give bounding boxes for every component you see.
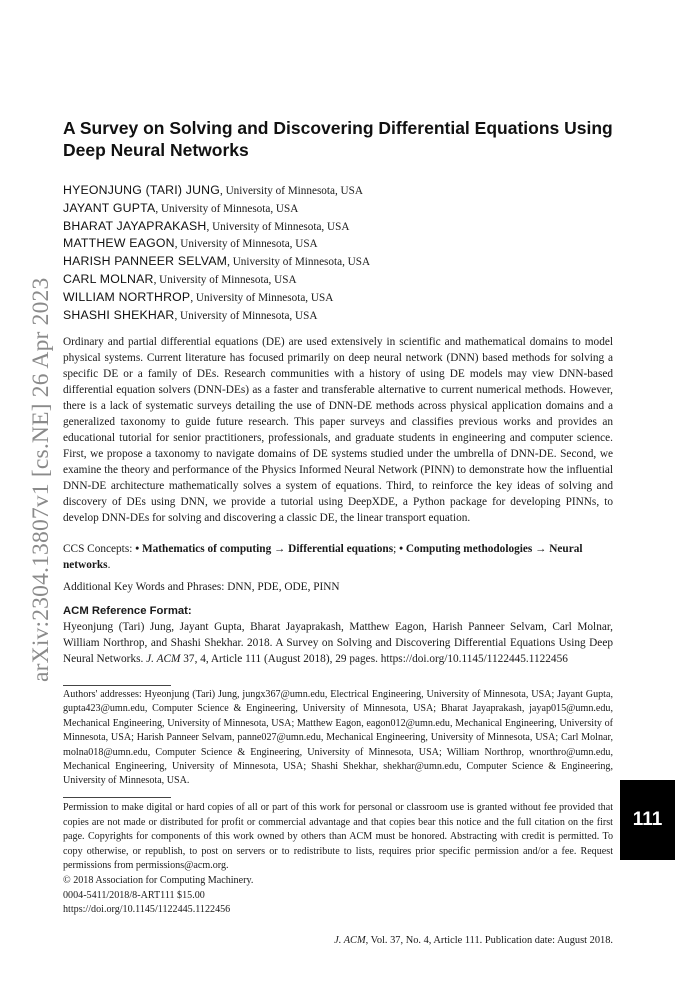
permission-notice: Permission to make digital or hard copies of all or part of this work for personal or classroom use is granted without fee provided that copies are not made or distributed for profit or commercial advantage and that copies bear this notice and the full citation on the first page. Copyrights for components of this work owned by others than ACM must be honored. Abstracting with credit is permitted. To copy otherwise, or republish, to post on servers or to redistribute to lists, requires prior specific permission and/or a fee. Request permissions from permissions@acm.org. — [63, 802, 613, 872]
author-entry — [63, 218, 623, 236]
acm-reference-text: Hyeonjung (Tari) Jung, Jayant Gupta, Bharat Jayaprakash, Matthew Eagon, Harish Panneer Selvam, Carl Molnar, William Northrop, and Shashi Shekhar. 2018. A Survey on Solving and Discovering Differential Equations Using Deep Neural Networks. — [63, 621, 613, 665]
author-entry — [63, 182, 623, 200]
author-affiliation: , University of Minnesota, USA — [227, 256, 371, 269]
permission-block — [63, 801, 613, 918]
acm-reference — [63, 603, 613, 667]
ccs-prefix: CCS Concepts: — [63, 543, 136, 555]
ccs-suffix: . — [107, 559, 111, 571]
issn-line: 0004-5411/2018/8-ART111 $15.00 — [63, 889, 205, 901]
author-name: MATTHEW EAGON — [63, 236, 175, 251]
author-name: JAYANT GUPTA — [63, 200, 156, 215]
footer-journal: J. ACM — [334, 935, 366, 946]
ccs-concept: • Computing methodologies → Neural networks — [63, 543, 583, 571]
author-name: BHARAT JAYAPRAKASH — [63, 218, 207, 233]
author-entry — [63, 235, 623, 253]
author-affiliation: , University of Minnesota, USA — [220, 185, 363, 197]
author-list — [63, 182, 623, 324]
author-entry — [63, 200, 623, 218]
footer-details: , Vol. 37, No. 4, Article 111. Publication date: August 2018. — [365, 935, 613, 946]
author-entry — [63, 307, 623, 325]
keywords: Additional Key Words and Phrases: DNN, PDE, ODE, PINN — [63, 581, 340, 593]
author-name: CARL MOLNAR — [63, 271, 154, 286]
author-name: HARISH PANNEER SELVAM — [63, 254, 228, 269]
author-affiliation: , University of Minnesota, USA — [155, 202, 299, 215]
permission-rule — [63, 797, 171, 798]
paper-title: A Survey on Solving and Discovering Differential Equations Using Deep Neural Networks — [63, 118, 613, 160]
author-name: SHASHI SHEKHAR — [63, 307, 175, 322]
author-affiliation: , University of Minnesota, USA — [190, 291, 334, 304]
author-name: WILLIAM NORTHROP — [63, 289, 191, 304]
acm-reference-heading: ACM Reference Format: — [63, 605, 192, 617]
page-number: 111 — [632, 809, 663, 830]
author-affiliation: , University of Minnesota, USA — [174, 238, 318, 251]
author-entry — [63, 271, 623, 289]
page-number-tab — [620, 780, 675, 860]
acm-reference-text-after: 37, 4, Article 111 (August 2018), 29 pages. https://doi.org/10.1145/1122445.1122456 — [180, 653, 568, 665]
author-entry — [63, 253, 623, 271]
author-affiliation: , University of Minnesota, USA — [174, 309, 318, 322]
author-affiliation: , University of Minnesota, USA — [153, 273, 297, 286]
abstract: Ordinary and partial differential equations (DE) are used extensively in scientific and mathematical domains to model physical systems. Current literature has focused primarily on deep neural network (DNN) based methods for solving a specific DE or a family of DEs. Research communities with a history of using DE models may view DNN-based differential equation solvers (DNN-DEs) as a faster and transferable alternative to current numerical methods. However, there is a lack of systematic surveys detailing the use of DNN-DE methods across physical application domains and a generalized taxonomy to guide future research. This paper surveys and classifies previous works and provides an educational tutorial for senior practitioners, professionals, and graduate students in engineering and computer science. First, we propose a taxonomy to navigate domains of DE systems studied under the umbrella of DNN-DE. Second, we examine the theory and performance of the Physics Informed Neural Network (PINN) to demonstrate how the influential DNN-DE architecture mathematically solves a system of equations. Third, to reinforce the key ideas of solving and discovery of DEs using DNN, we provide a tutorial using DeepXDE, a Python package for developing PINNs, to develop DNN-DEs for solving and discovering a classic DE, the linear transport equation. — [63, 336, 613, 524]
running-footer — [334, 935, 613, 946]
doi-line: https://doi.org/10.1145/1122445.1122456 — [63, 904, 231, 916]
ccs-concepts — [63, 541, 613, 573]
ccs-separator: ; — [393, 543, 400, 555]
author-entry — [63, 289, 623, 307]
author-name: HYEONJUNG (TARI) JUNG — [63, 183, 220, 197]
footnote-rule — [63, 685, 171, 686]
author-addresses: Authors' addresses: Hyeonjung (Tari) Jung, jungx367@umn.edu, Electrical Engineering, University of Minnesota, USA; Jayant Gupta, gupta423@umn.edu, Computer Science & Engineering, University of Minnesota, USA; Bharat Jayaprakash, jayap015@umn.edu, Mechanical Engineering, University of Minnesota, USA; Matthew Eagon, eagon012@umn.edu, Mechanical Engineering, University of Minnesota, USA; Harish Panneer Selvam, panne027@umn.edu, Mechanical Engineering, University of Minnesota, USA; Carl Molnar, molna018@umn.edu, Computer Science & Engineering, University of Minnesota, USA; William Northrop, wnorthro@umn.edu, Mechanical Engineering, University of Minnesota, USA; Shashi Shekhar, shekhar@umn.edu, Computer Science & Engineering, University of Minnesota, USA. — [63, 689, 613, 787]
ccs-concept: • Mathematics of computing → Differential equations — [135, 543, 394, 555]
acm-reference-journal: J. ACM — [146, 653, 181, 665]
copyright-line: © 2018 Association for Computing Machinery. — [63, 874, 254, 886]
author-affiliation: , University of Minnesota, USA — [206, 220, 350, 233]
arxiv-stamp: arXiv:2304.13807v1 [cs.NE] 26 Apr 2023 — [28, 277, 54, 682]
